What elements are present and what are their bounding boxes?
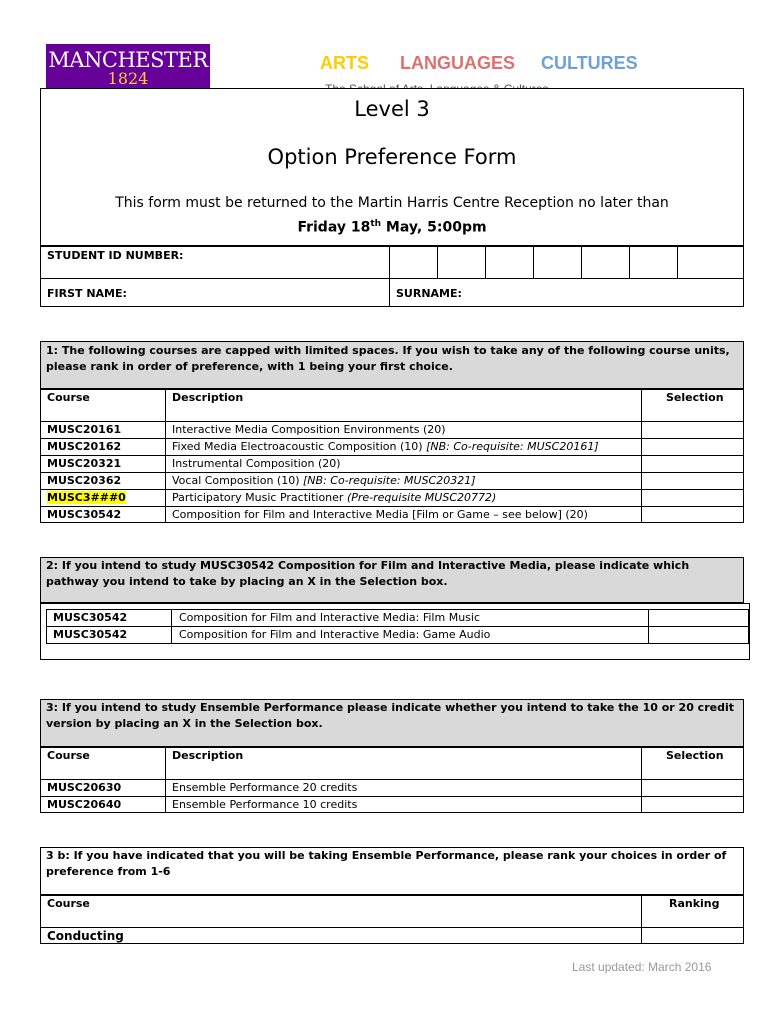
surname-field[interactable] [470, 279, 743, 306]
section3-col-selection: Selection [666, 749, 724, 762]
selection-cell-musc20640[interactable] [642, 797, 743, 812]
student-id-digit-2[interactable] [438, 247, 484, 277]
section3b-instruction: 3 b: If you have indicated that you will be taking Ensemble Performance, please rank your choices in order of preference from 1-6 [46, 849, 727, 878]
table-row-description: Fixed Media Electroacoustic Composition (10) [NB: Co-requisite: MUSC20161] [172, 440, 599, 453]
section1-col-description: Description [172, 391, 244, 404]
section2-instruction: 2: If you intend to study MUSC30542 Composition for Film and Interactive Media, please indicate which pathway you intend to take by placing an X in the Selection box. [46, 559, 690, 588]
logo-year: 1824 [107, 69, 149, 88]
student-id-digit-1[interactable] [390, 247, 436, 277]
student-id-digit-7[interactable] [678, 247, 743, 277]
header-languages: LANGUAGES [400, 53, 516, 73]
first-name-label: FIRST NAME: [47, 287, 127, 300]
table-row-course: MUSC20630 [47, 781, 122, 794]
student-id-label: STUDENT ID NUMBER: [47, 249, 184, 262]
table-row-description: Ensemble Performance 20 credits [172, 781, 358, 794]
table-row-course: MUSC30542 [53, 628, 128, 641]
deadline-date: Friday 18th May, 5:00pm [297, 219, 487, 236]
table-row-description: Interactive Media Composition Environments (20) [172, 423, 446, 436]
form-title: Option Preference Form [267, 145, 517, 169]
student-id-digit-5[interactable] [582, 247, 628, 277]
selection-cell-musc20161[interactable] [642, 422, 743, 438]
student-id-digit-4[interactable] [534, 247, 580, 277]
table-row-course: MUSC20161 [47, 423, 122, 436]
table-row-description: Ensemble Performance 10 credits [172, 798, 358, 811]
table-row-course: MUSC20362 [47, 474, 122, 487]
highlighted-course-code: MUSC3###0 [47, 491, 126, 504]
student-id-digit-3[interactable] [486, 247, 532, 277]
level-title: Level 3 [354, 97, 430, 121]
section3b-col-course: Course [47, 897, 90, 910]
selection-cell-musc20162[interactable] [642, 439, 743, 455]
section3-col-description: Description [172, 749, 244, 762]
table-row-description: Participatory Music Practitioner (Pre-requisite MUSC20772) [172, 491, 497, 504]
table-row-description: Instrumental Composition (20) [172, 457, 341, 470]
table-row-description: Composition for Film and Interactive Media: Film Music [179, 611, 480, 624]
table-row-description: Composition for Film and Interactive Media: Game Audio [179, 628, 491, 641]
header-arts: ARTS [320, 53, 369, 73]
table-row-course: MUSC30542 [53, 611, 128, 624]
selection-cell-film-music[interactable] [649, 610, 748, 626]
logo-name: MANCHESTER [48, 48, 208, 72]
section3-col-course: Course [47, 749, 90, 762]
table-row-description: Vocal Composition (10) [NB: Co-requisite: MUSC20321] [172, 474, 476, 487]
section1-instruction: 1: The following courses are capped with limited spaces. If you wish to take any of the following course units, please rank in order of preference, with 1 being your first choice. [46, 344, 730, 373]
header-cultures: CULTURES [541, 53, 638, 73]
last-updated: Last updated: March 2016 [572, 960, 712, 974]
table-row-description: Composition for Film and Interactive Media [Film or Game – see below] (20) [172, 508, 588, 521]
university-logo [46, 44, 210, 89]
table-row-course: MUSC20162 [47, 440, 122, 453]
table-row-course: MUSC30542 [47, 508, 122, 521]
selection-cell-musc20321[interactable] [642, 456, 743, 472]
deadline-instruction: This form must be returned to the Martin Harris Centre Reception no later than [115, 195, 669, 211]
surname-label: SURNAME: [396, 287, 462, 300]
first-name-field[interactable] [160, 279, 388, 306]
table-row-course [47, 491, 126, 504]
selection-cell-musc20630[interactable] [642, 780, 743, 796]
table-row-course: MUSC20321 [47, 457, 122, 470]
table-row-course: Conducting [47, 929, 124, 943]
selection-cell-musc20362[interactable] [642, 473, 743, 489]
section3b-col-ranking: Ranking [669, 897, 720, 910]
title-box [40, 88, 744, 246]
section1-col-selection: Selection [666, 391, 724, 404]
section3-table [40, 747, 744, 813]
student-id-digit-6[interactable] [630, 247, 676, 277]
section1-col-course: Course [47, 391, 90, 404]
section3-instruction: 3: If you intend to study Ensemble Performance please indicate whether you intend to take the 10 or 20 credit version by placing an X in the Selection box. [46, 701, 734, 730]
selection-cell-game-audio[interactable] [649, 627, 748, 643]
selection-cell-musc3xxx0[interactable] [642, 490, 743, 506]
selection-cell-musc30542[interactable] [642, 507, 743, 522]
ranking-cell-conducting[interactable] [642, 928, 743, 943]
table-row-course: MUSC20640 [47, 798, 122, 811]
section3b-table [40, 895, 744, 944]
